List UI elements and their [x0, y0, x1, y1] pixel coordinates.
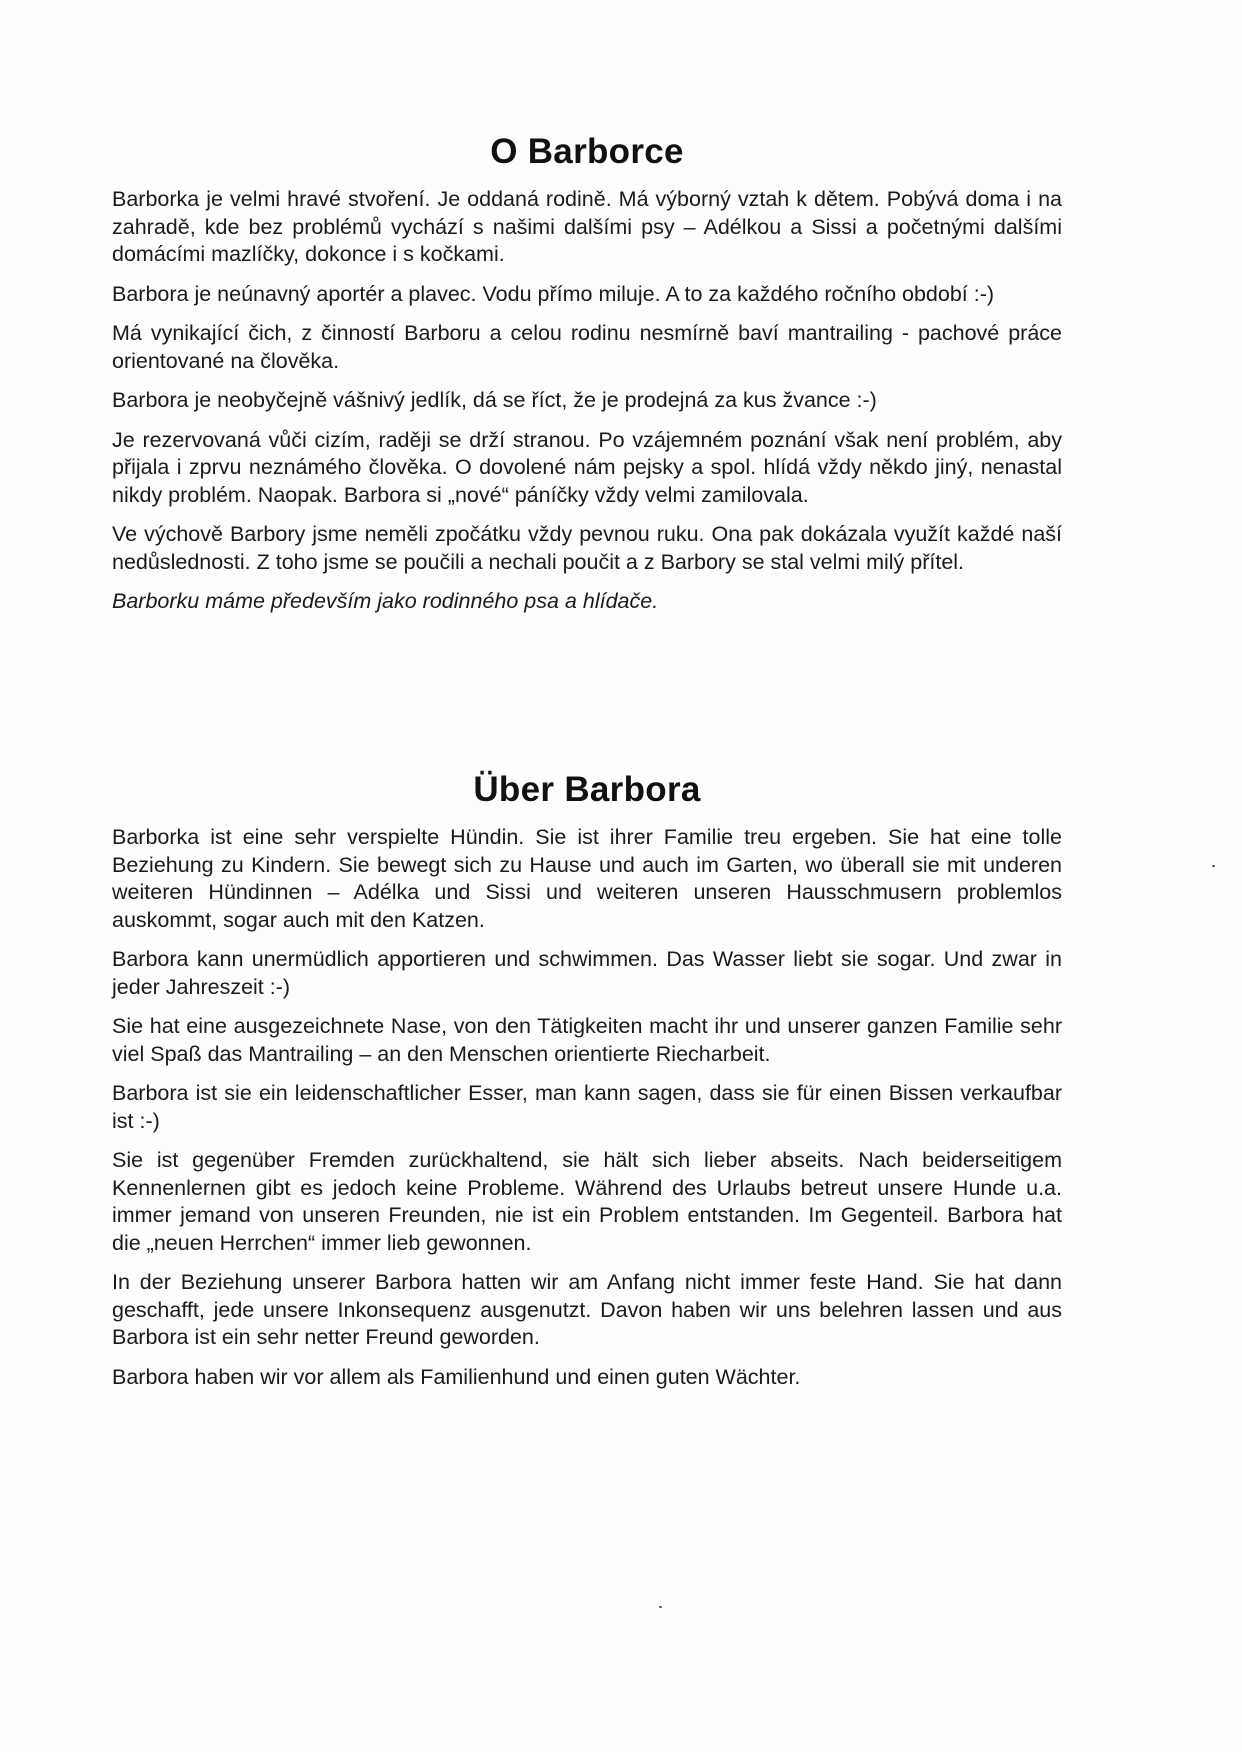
german-paragraph-1: Barborka ist eine sehr verspielte Hündin. Sie ist ihrer Familie treu ergeben. Sie hat eine tolle Beziehung zu Kindern. Sie bewegt sich zu Hause und auch im Garten, wo überall sie mit underen weiteren Hündinnen – Adélka und Sissi und weiteren unseren Hausschmusern problemlos auskommt, sogar auch mit den Katzen.: [112, 825, 1062, 932]
german-paragraph-7: Barbora haben wir vor allem als Familienhund und einen guten Wächter.: [112, 1364, 801, 1389]
german-paragraph-2: Barbora kann unermüdlich apportieren und schwimmen. Das Wasser liebt sie sogar. Und zwar in jeder Jahreszeit :-): [112, 947, 1062, 999]
german-paragraph-5: Sie ist gegenüber Fremden zurückhaltend, sie hält sich lieber abseits. Nach beiderseitigem Kennenlernen gibt es jedoch keine Probleme. Während des Urlaubs betreut unsere Hunde u.a. immer jemand von unseren Freunden, nie ist ein Problem entstanden. Im Gegenteil. Barbora hat die „neuen Herrchen“ immer lieb gewonnen.: [112, 1148, 1062, 1255]
czech-paragraph-3: Má vynikající čich, z činností Barboru a celou rodinu nesmírně baví mantrailing - pachové práce orientované na člověka.: [112, 321, 1062, 373]
german-heading: Über Barbora: [473, 770, 701, 809]
czech-paragraph-4: Barbora je neobyčejně vášnivý jedlík, dá se říct, že je prodejná za kus žvance :-): [112, 388, 877, 412]
scan-speck: [659, 1606, 662, 1608]
czech-paragraph-5: Je rezervovaná vůči cizím, raději se drží stranou. Po vzájemném poznání však není problém, aby přijala i zprvu neznámého člověka. O dovolené nám pejsky a spol. hlídá vždy někdo jiný, nenastal nikdy problém. Naopak. Barbora si „nové“ páníčky vždy velmi zamilovala.: [112, 427, 1062, 507]
czech-paragraph-7: Barborku máme především jako rodinného psa a hlídače.: [112, 589, 659, 613]
czech-paragraph-6: Ve výchově Barbory jsme neměli zpočátku vždy pevnou ruku. Ona pak dokázala využít každé naší nedůslednosti. Z toho jsme se poučili a nechali poučit a z Barbory se stal velmi milý přítel.: [112, 522, 1062, 574]
czech-paragraph-2: Barbora je neúnavný aportér a plavec. Vodu přímo miluje. A to za každého ročního období :-): [112, 281, 995, 306]
german-paragraph-4: Barbora ist sie ein leidenschaftlicher Esser, man kann sagen, dass sie für einen Bissen verkaufbar ist :-): [112, 1081, 1062, 1133]
scan-speck: [1212, 865, 1215, 867]
german-section: [112, 770, 1062, 1403]
german-paragraph-3: Sie hat eine ausgezeichnete Nase, von den Tätigkeiten macht ihr und unserer ganzen Familie sehr viel Spaß das Mantrailing – an den Menschen orientierte Riecharbeit.: [112, 1014, 1062, 1066]
german-paragraph-6: In der Beziehung unserer Barbora hatten wir am Anfang nicht immer feste Hand. Sie hat dann geschafft, jede unsere Inkonsequenz ausgenutzt. Davon haben wir uns belehren lassen und aus Barbora ist ein sehr netter Freund geworden.: [112, 1270, 1062, 1349]
czech-heading: O Barborce: [490, 132, 684, 171]
czech-paragraph-1: Barborka je velmi hravé stvoření. Je oddaná rodině. Má výborný vztah k dětem. Pobývá doma i na zahradě, kde bez problémů vychází s našimi dalšími psy – Adélkou a Sissi a početnými dalšími domácími mazlíčky, dokonce i s kočkami.: [112, 187, 1062, 266]
czech-section: [112, 132, 1062, 628]
